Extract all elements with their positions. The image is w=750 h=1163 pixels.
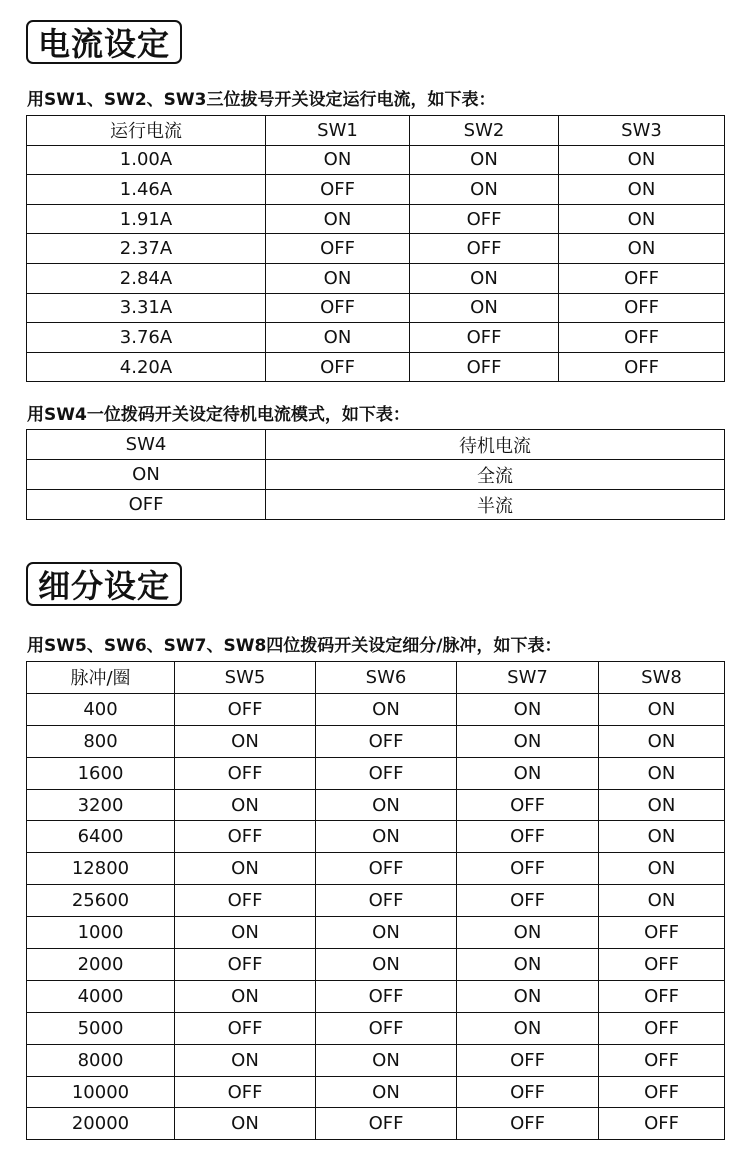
- table-row: [27, 725, 725, 757]
- table-cell: ON: [175, 980, 316, 1012]
- table-row: [27, 293, 725, 323]
- table-header-cell: SW7: [457, 662, 599, 694]
- table-cell: OFF: [316, 980, 457, 1012]
- table-cell: OFF: [559, 263, 725, 293]
- table-header-cell: SW8: [599, 662, 725, 694]
- table-row: [27, 1044, 725, 1076]
- table-header-row: [27, 662, 725, 694]
- table-cell: OFF: [316, 885, 457, 917]
- table-row: [27, 980, 725, 1012]
- microstep-section-description: 用SW5、SW6、SW7、SW8四位拨码开关设定细分/脉冲，如下表：: [27, 636, 562, 656]
- table-cell: OFF: [175, 1012, 316, 1044]
- table-header-cell: 脉冲/圈: [27, 662, 175, 694]
- table-cell: 2.84A: [27, 263, 266, 293]
- table-cell: OFF: [410, 323, 559, 353]
- table-cell: 1.46A: [27, 175, 266, 205]
- table-cell: ON: [599, 757, 725, 789]
- table-header-row: [27, 430, 725, 460]
- table-row: [27, 821, 725, 853]
- table-cell: 3200: [27, 789, 175, 821]
- table-cell: ON: [316, 821, 457, 853]
- table-cell: 4.20A: [27, 352, 266, 382]
- table-cell: 800: [27, 725, 175, 757]
- table-cell: ON: [266, 263, 410, 293]
- table-row: [27, 693, 725, 725]
- table-cell: OFF: [316, 1108, 457, 1140]
- table-cell: ON: [457, 917, 599, 949]
- table-cell: 12800: [27, 853, 175, 885]
- table-cell: OFF: [410, 352, 559, 382]
- table-cell: ON: [316, 1076, 457, 1108]
- table-cell: 1600: [27, 757, 175, 789]
- table-cell: OFF: [175, 949, 316, 981]
- table-cell: 20000: [27, 1108, 175, 1140]
- table-cell: ON: [599, 725, 725, 757]
- table-header-row: [27, 116, 725, 146]
- table-row: [27, 490, 725, 520]
- table-row: [27, 949, 725, 981]
- table-cell: ON: [559, 234, 725, 264]
- table-row: [27, 204, 725, 234]
- table-cell: ON: [599, 853, 725, 885]
- table-cell: ON: [316, 693, 457, 725]
- table-header-cell: SW1: [266, 116, 410, 146]
- microstep-section-title: 细分设定: [26, 562, 182, 606]
- table-cell: 5000: [27, 1012, 175, 1044]
- table-cell: ON: [599, 821, 725, 853]
- table-cell: ON: [457, 693, 599, 725]
- table-header-cell: SW4: [27, 430, 266, 460]
- table-cell: ON: [175, 1108, 316, 1140]
- table-cell: ON: [266, 323, 410, 353]
- table-cell: OFF: [599, 980, 725, 1012]
- table-header-cell: SW3: [559, 116, 725, 146]
- table-cell: ON: [410, 145, 559, 175]
- table-cell: ON: [457, 725, 599, 757]
- table-cell: ON: [266, 145, 410, 175]
- table-cell: OFF: [410, 204, 559, 234]
- table-cell: ON: [457, 1012, 599, 1044]
- table-cell: ON: [410, 175, 559, 205]
- table-row: [27, 885, 725, 917]
- table-cell: OFF: [599, 1076, 725, 1108]
- table-cell: OFF: [599, 1044, 725, 1076]
- table-cell: ON: [410, 263, 559, 293]
- table-cell: OFF: [457, 1076, 599, 1108]
- table-cell: 1000: [27, 917, 175, 949]
- table-row: [27, 234, 725, 264]
- table-cell: OFF: [316, 725, 457, 757]
- table-cell: 半流: [266, 490, 725, 520]
- table-cell: 1.91A: [27, 204, 266, 234]
- table-cell: OFF: [559, 352, 725, 382]
- table-cell: 3.76A: [27, 323, 266, 353]
- current-table: [26, 115, 725, 382]
- table-row: [27, 1076, 725, 1108]
- table-cell: ON: [457, 949, 599, 981]
- table-cell: OFF: [175, 1076, 316, 1108]
- table-cell: 3.31A: [27, 293, 266, 323]
- table-cell: ON: [457, 980, 599, 1012]
- table-cell: OFF: [559, 323, 725, 353]
- table-cell: OFF: [599, 949, 725, 981]
- table-cell: ON: [266, 204, 410, 234]
- table-cell: 25600: [27, 885, 175, 917]
- table-cell: OFF: [457, 1108, 599, 1140]
- table-cell: ON: [316, 789, 457, 821]
- table-row: [27, 789, 725, 821]
- table-cell: OFF: [559, 293, 725, 323]
- table-cell: ON: [175, 917, 316, 949]
- table-cell: OFF: [457, 885, 599, 917]
- table-cell: OFF: [175, 885, 316, 917]
- table-cell: OFF: [599, 1012, 725, 1044]
- table-cell: OFF: [266, 175, 410, 205]
- table-row: [27, 1108, 725, 1140]
- table-row: [27, 460, 725, 490]
- table-cell: 2.37A: [27, 234, 266, 264]
- table-cell: OFF: [457, 1044, 599, 1076]
- table-row: [27, 352, 725, 382]
- table-header-cell: 运行电流: [27, 116, 266, 146]
- standby-table: [26, 429, 725, 520]
- table-header-cell: 待机电流: [266, 430, 725, 460]
- table-row: [27, 145, 725, 175]
- table-row: [27, 175, 725, 205]
- table-cell: OFF: [410, 234, 559, 264]
- current-section-title: 电流设定: [26, 20, 182, 64]
- table-cell: OFF: [266, 234, 410, 264]
- table-cell: ON: [559, 204, 725, 234]
- table-cell: ON: [316, 949, 457, 981]
- table-row: [27, 757, 725, 789]
- table-cell: ON: [175, 725, 316, 757]
- table-cell: ON: [27, 460, 266, 490]
- table-cell: 400: [27, 693, 175, 725]
- microstep-table: [26, 661, 725, 1140]
- table-cell: OFF: [175, 821, 316, 853]
- table-cell: ON: [599, 789, 725, 821]
- table-cell: OFF: [27, 490, 266, 520]
- table-cell: ON: [457, 757, 599, 789]
- table-cell: OFF: [175, 757, 316, 789]
- table-cell: OFF: [599, 1108, 725, 1140]
- table-cell: ON: [599, 693, 725, 725]
- table-cell: ON: [599, 885, 725, 917]
- table-cell: ON: [559, 145, 725, 175]
- table-cell: ON: [559, 175, 725, 205]
- table-cell: 1.00A: [27, 145, 266, 175]
- table-cell: ON: [316, 1044, 457, 1076]
- table-cell: ON: [175, 853, 316, 885]
- table-cell: OFF: [316, 1012, 457, 1044]
- table-cell: 10000: [27, 1076, 175, 1108]
- table-row: [27, 323, 725, 353]
- standby-section-description: 用SW4一位拨码开关设定待机电流模式，如下表：: [27, 405, 410, 425]
- table-cell: OFF: [316, 757, 457, 789]
- table-cell: 2000: [27, 949, 175, 981]
- table-cell: ON: [175, 789, 316, 821]
- table-cell: OFF: [599, 917, 725, 949]
- table-cell: OFF: [316, 853, 457, 885]
- table-cell: OFF: [266, 293, 410, 323]
- table-row: [27, 917, 725, 949]
- table-cell: OFF: [266, 352, 410, 382]
- table-cell: ON: [316, 917, 457, 949]
- current-section-description: 用SW1、SW2、SW3三位拔号开关设定运行电流，如下表：: [27, 90, 496, 110]
- table-cell: OFF: [457, 853, 599, 885]
- table-header-cell: SW5: [175, 662, 316, 694]
- table-cell: ON: [410, 293, 559, 323]
- table-cell: OFF: [457, 821, 599, 853]
- table-header-cell: SW6: [316, 662, 457, 694]
- table-cell: 8000: [27, 1044, 175, 1076]
- table-cell: 4000: [27, 980, 175, 1012]
- table-cell: OFF: [175, 693, 316, 725]
- table-cell: 全流: [266, 460, 725, 490]
- table-cell: ON: [175, 1044, 316, 1076]
- table-cell: 6400: [27, 821, 175, 853]
- table-cell: OFF: [457, 789, 599, 821]
- table-row: [27, 1012, 725, 1044]
- table-row: [27, 263, 725, 293]
- table-header-cell: SW2: [410, 116, 559, 146]
- table-row: [27, 853, 725, 885]
